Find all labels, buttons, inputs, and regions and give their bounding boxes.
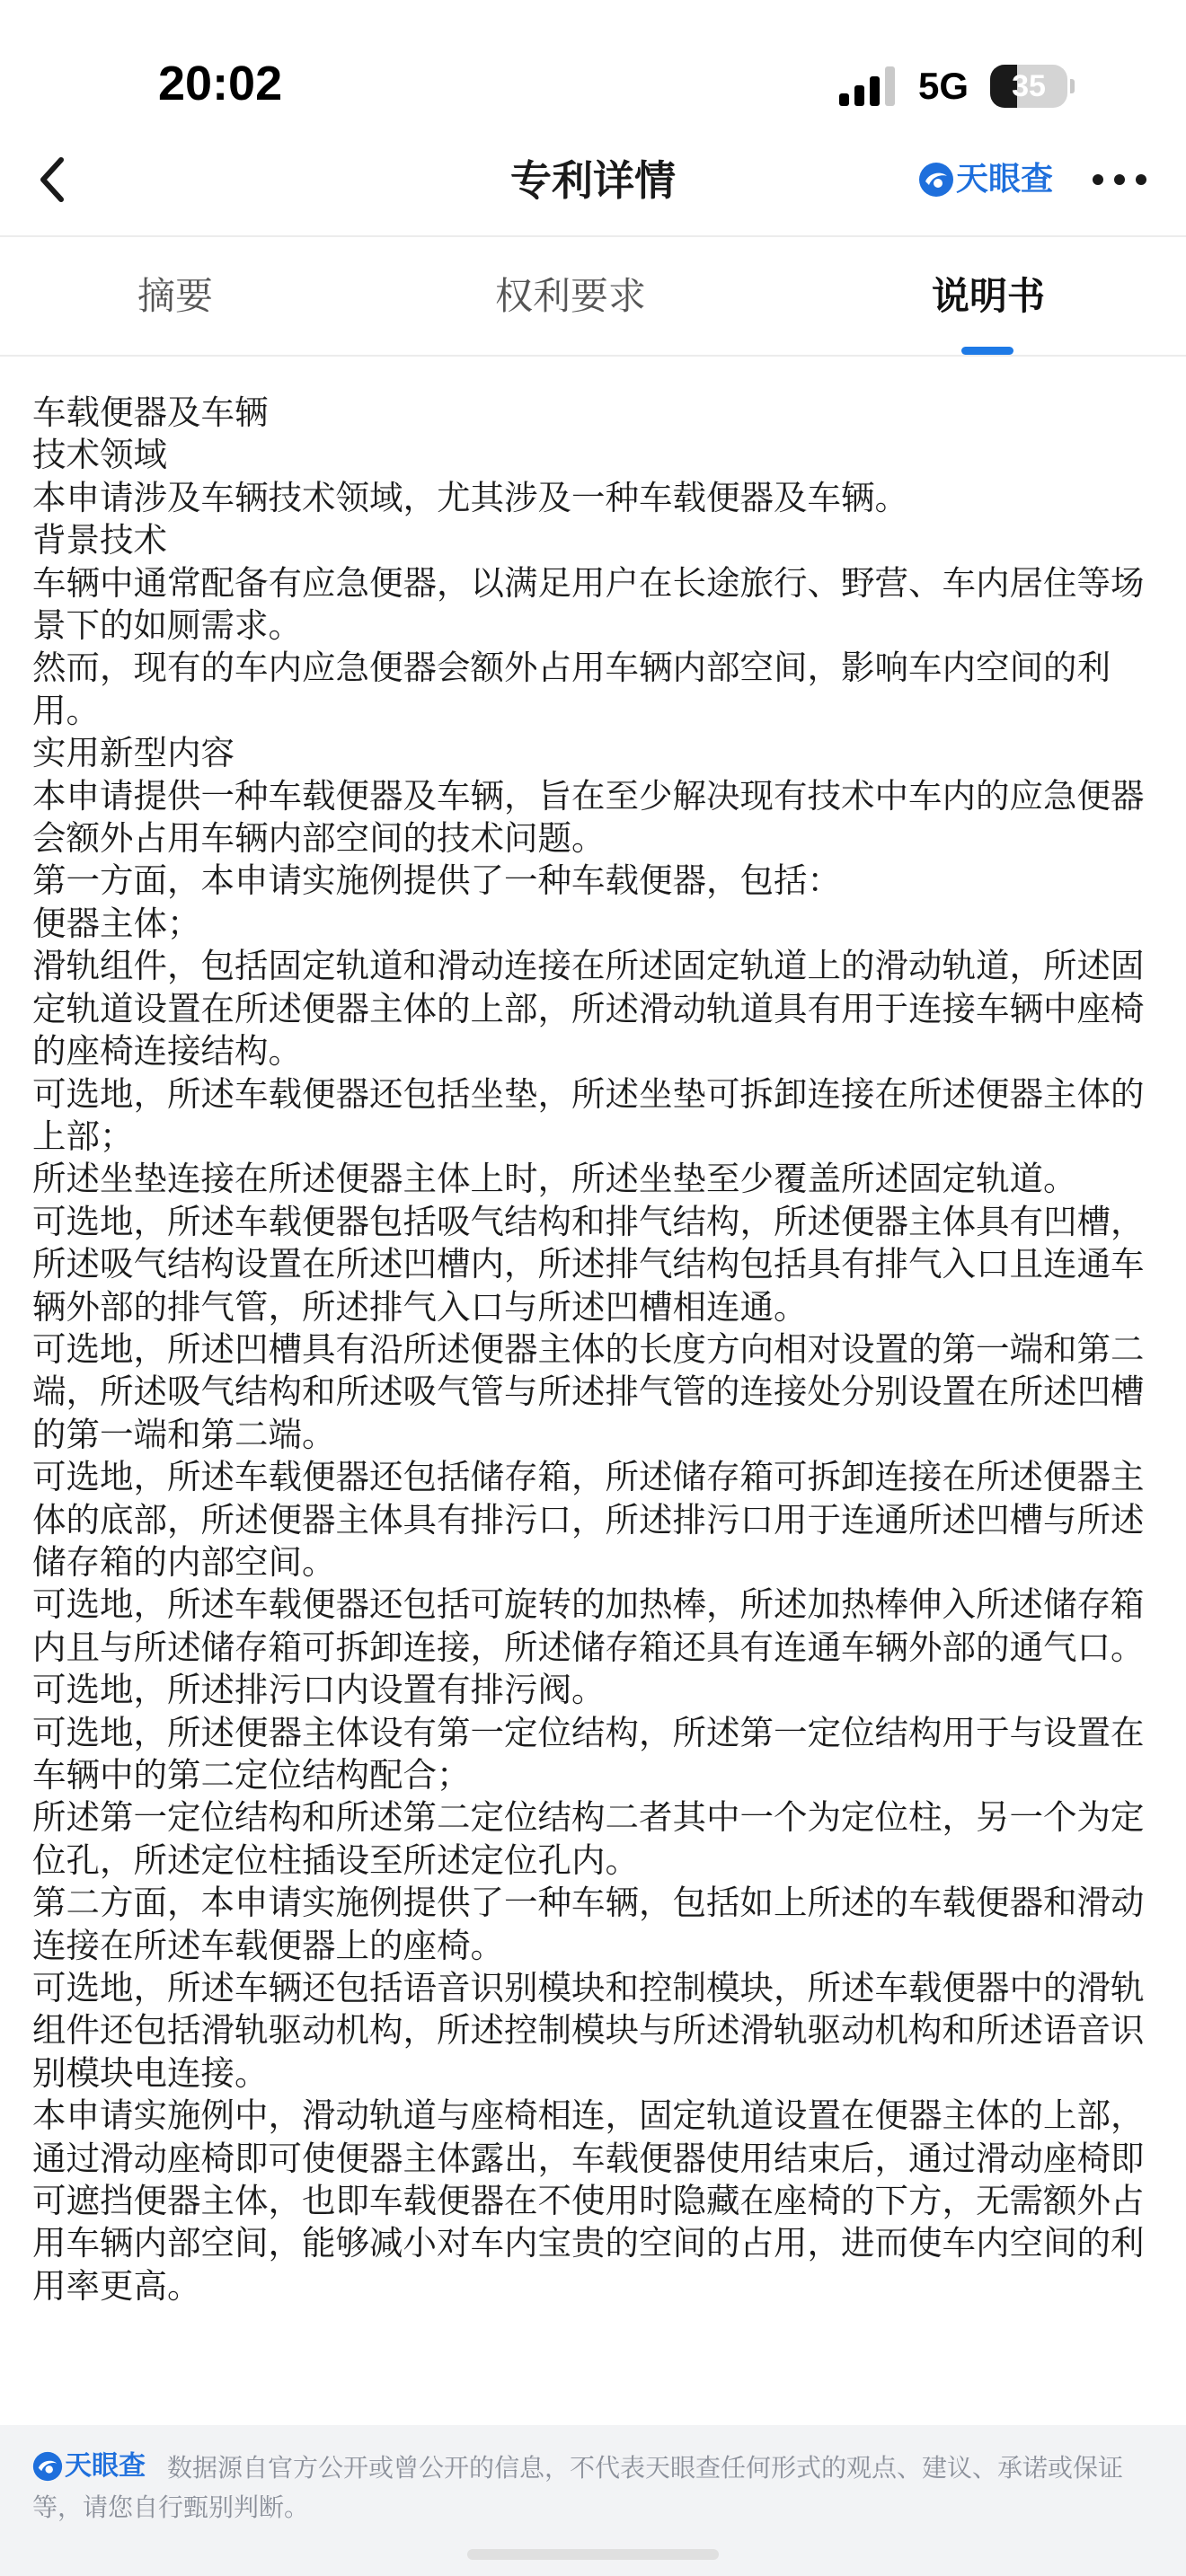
description-paragraph: 可选地，所述凹槽具有沿所述便器主体的长度方向相对设置的第一端和第二端，所述吸气结构和所述吸气管与所述排气管的连接处分别设置在所述凹槽的第一端和第二端。 bbox=[32, 1328, 1145, 1454]
description-paragraph: 第二方面，本申请实施例提供了一种车辆，包括如上所述的车载便器和滑动连接在所述车载便器上的座椅。 bbox=[32, 1883, 1145, 1965]
chevron-left-icon[interactable] bbox=[25, 151, 83, 208]
disclaimer-text: 数据源自官方公开或曾公开的信息，不代表天眼查任何形式的观点、建议、承诺或保证等，请您自行甄别判断。 bbox=[32, 2453, 1124, 2522]
description-paragraph: 实用新型内容 bbox=[32, 733, 235, 773]
battery-icon bbox=[990, 65, 1075, 108]
network-type-label: 5G bbox=[918, 65, 969, 107]
description-paragraph: 可选地，所述车辆还包括语音识别模块和控制模块，所述车载便器中的滑轨组件还包括滑轨驱动机构，所述控制模块与所述滑轨驱动机构和所述语音识别模块电连接。 bbox=[32, 1968, 1145, 2093]
tab-abstract[interactable]: 摘要 bbox=[137, 274, 213, 318]
tab-bar bbox=[0, 235, 1186, 357]
tab-claims[interactable]: 权利要求 bbox=[494, 274, 646, 318]
description-paragraph: 便器主体； bbox=[32, 903, 201, 943]
tianyancha-logo-icon bbox=[918, 162, 954, 198]
home-indicator[interactable] bbox=[467, 2549, 719, 2560]
description-paragraph: 可选地，所述排污口内设置有排污阀。 bbox=[32, 1670, 606, 1710]
tianyancha-logo-icon bbox=[32, 2451, 63, 2482]
description-paragraph: 可选地，所述车载便器还包括坐垫，所述坐垫可拆卸连接在所述便器主体的上部； bbox=[32, 1073, 1145, 1156]
active-tab-indicator bbox=[961, 347, 1013, 355]
description-paragraph: 本申请实施例中，滑动轨道与座椅相连，固定轨道设置在便器主体的上部，通过滑动座椅即可使便器主体露出，车载便器使用结束后，通过滑动座椅即可遮挡便器主体，也即车载便器在不使用时隐藏在座椅的下方，无需额外占用车辆内部空间，能够减小对车内宝贵的空间的占用，进而使车内空间的利用率更高。 bbox=[32, 2095, 1145, 2306]
description-paragraph: 可选地，所述车载便器包括吸气结构和排气结构，所述便器主体具有凹槽，所述吸气结构设置在所述凹槽内，所述排气结构包括具有排气入口且连通车辆外部的排气管，所述排气入口与所述凹槽相连通。 bbox=[32, 1201, 1145, 1327]
description-content[interactable] bbox=[32, 392, 1157, 2430]
status-time: 20:02 bbox=[158, 57, 283, 110]
description-paragraph: 车辆中通常配备有应急便器，以满足用户在长途旅行、野营、车内居住等场景下的如厕需求。 bbox=[32, 562, 1145, 646]
description-paragraph: 可选地，所述车载便器还包括储存箱，所述储存箱可拆卸连接在所述便器主体的底部，所述便器主体具有排污口，所述排污口用于连通所述凹槽与所述储存箱的内部空间。 bbox=[32, 1457, 1145, 1582]
description-paragraph: 可选地，所述车载便器还包括可旋转的加热棒，所述加热棒伸入所述储存箱内且与所述储存箱可拆卸连接，所述储存箱还具有连通车辆外部的通气口。 bbox=[32, 1584, 1145, 1667]
footer-brand-name: 天眼查 bbox=[65, 2450, 146, 2482]
description-paragraph: 滑轨组件，包括固定轨道和滑动连接在所述固定轨道上的滑动轨道，所述固定轨道设置在所述便器主体的上部，所述滑动轨道具有用于连接车辆中座椅的座椅连接结构。 bbox=[32, 946, 1145, 1072]
battery-level-label: 35 bbox=[1012, 69, 1046, 103]
description-paragraph: 所述第一定位结构和所述第二定位结构二者其中一个为定位柱，另一个为定位孔，所述定位柱插设至所述定位孔内。 bbox=[32, 1797, 1145, 1880]
description-paragraph: 背景技术 bbox=[32, 520, 167, 560]
description-paragraph: 本申请提供一种车载便器及车辆，旨在至少解决现有技术中车内的应急便器会额外占用车辆内部空间的技术问题。 bbox=[32, 775, 1145, 859]
cellular-signal-icon bbox=[839, 66, 900, 106]
description-paragraph: 第一方面，本申请实施例提供了一种车载便器，包括： bbox=[32, 860, 841, 901]
description-paragraph: 所述坐垫连接在所述便器主体上时，所述坐垫至少覆盖所述固定轨道。 bbox=[32, 1159, 1077, 1199]
page-title: 专利详情 bbox=[510, 156, 676, 205]
description-paragraph: 本申请涉及车辆技术领域，尤其涉及一种车载便器及车辆。 bbox=[32, 477, 908, 517]
more-dots-icon[interactable] bbox=[1089, 162, 1150, 198]
description-paragraph: 技术领域 bbox=[32, 435, 167, 475]
navigation-bar bbox=[0, 126, 1186, 234]
description-paragraph: 可选地，所述便器主体设有第一定位结构，所述第一定位结构用于与设置在车辆中的第二定位结构配合； bbox=[32, 1712, 1145, 1795]
description-paragraph: 然而，现有的车内应急便器会额外占用车辆内部空间，影响车内空间的利用。 bbox=[32, 648, 1111, 730]
brand-name: 天眼查 bbox=[956, 161, 1054, 198]
description-paragraph: 车载便器及车辆 bbox=[32, 393, 269, 432]
tab-description[interactable]: 说明书 bbox=[931, 274, 1045, 318]
